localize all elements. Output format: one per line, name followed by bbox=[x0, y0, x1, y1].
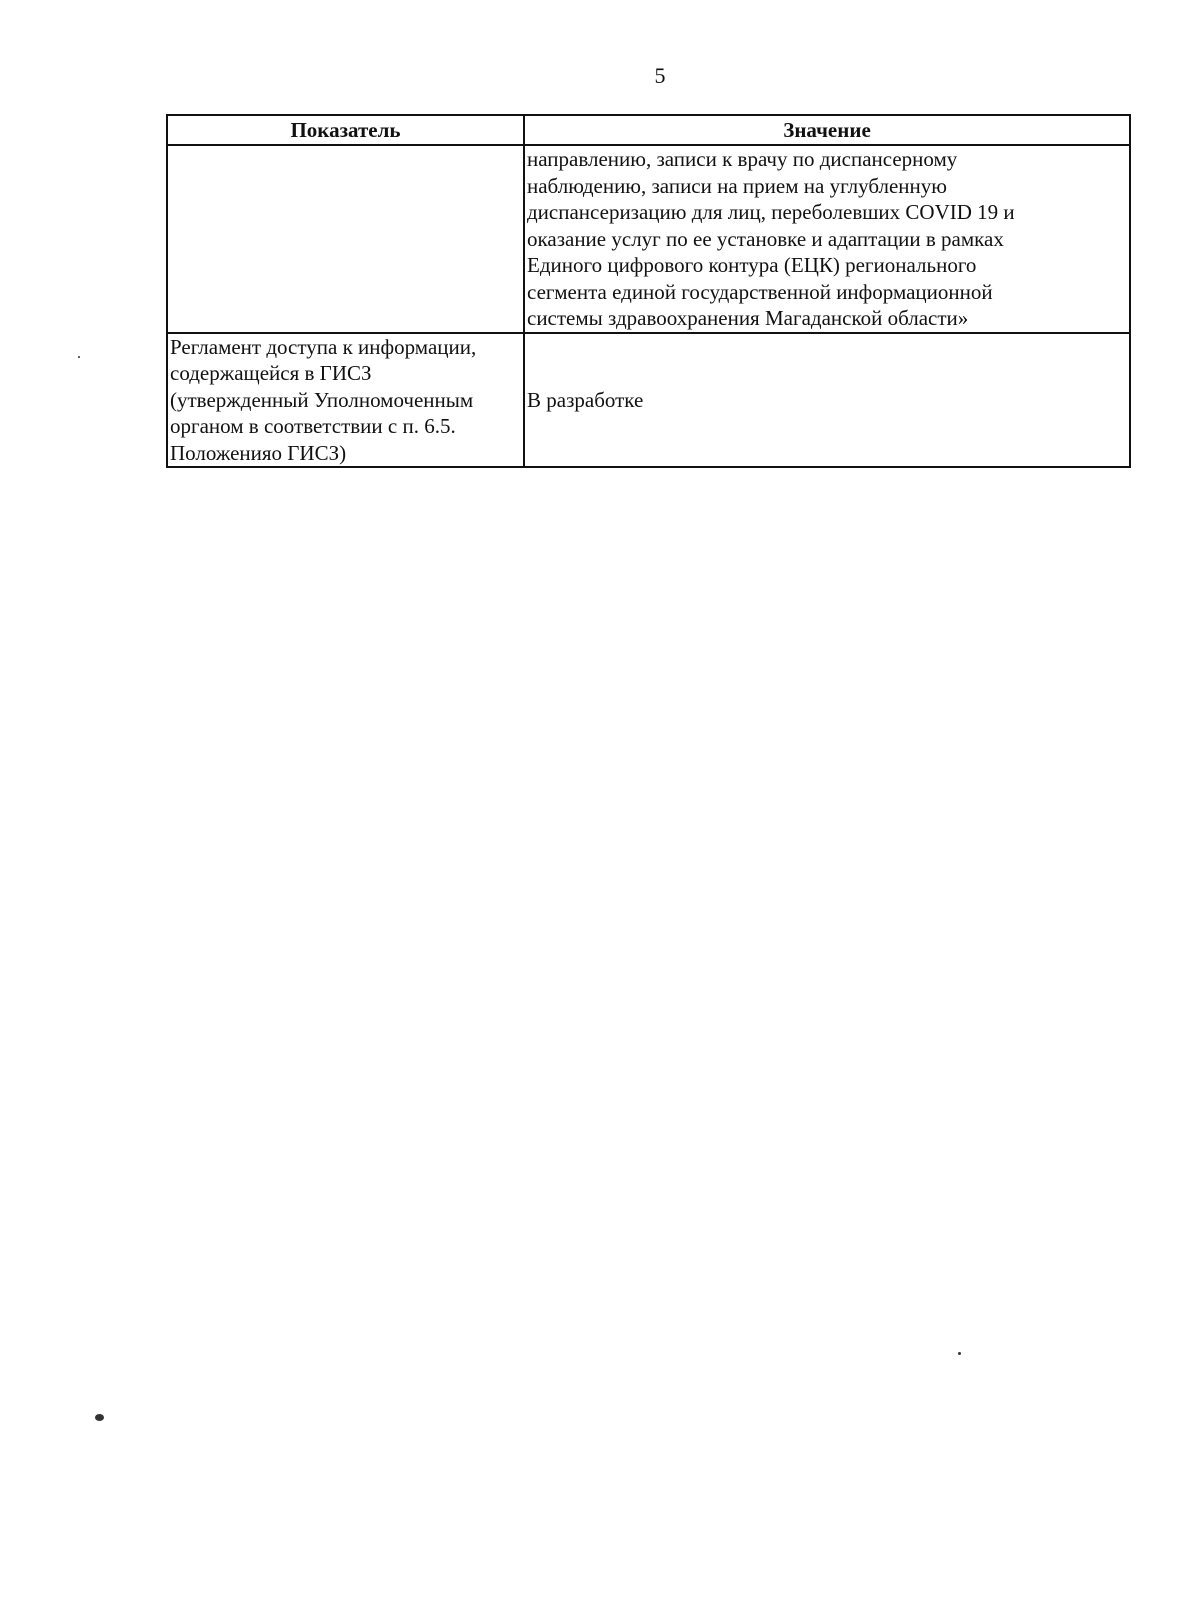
indicator-table bbox=[166, 114, 1131, 468]
value-line: направлению, записи к врачу по диспансерному bbox=[527, 147, 958, 171]
scan-speck bbox=[958, 1352, 961, 1355]
scan-speck bbox=[78, 356, 80, 358]
value-line: наблюдению, записи на прием на углубленную bbox=[527, 173, 947, 198]
indicator-line: Регламент доступа к информации, bbox=[170, 334, 477, 359]
page-number: 5 bbox=[654, 63, 666, 88]
value-cell bbox=[524, 333, 1130, 468]
value-line: Единого цифрового контура (ЕЦК) регионального bbox=[527, 253, 977, 277]
indicator-line: содержащейся в ГИСЗ bbox=[170, 361, 372, 385]
value-line: оказание услуг по ее установке и адаптации в рамках bbox=[527, 226, 1004, 251]
value-line: системы здравоохранения Магаданской области» bbox=[527, 306, 969, 330]
table-row bbox=[167, 333, 1130, 468]
indicator-line: (утвержденный Уполномоченным bbox=[170, 387, 474, 412]
header-value: Значение bbox=[524, 115, 1130, 145]
value-line: сегмента единой государственной информационной bbox=[527, 279, 993, 304]
value-cell bbox=[524, 145, 1130, 333]
table-header-row bbox=[167, 115, 1130, 145]
header-indicator: Показатель bbox=[167, 115, 524, 145]
indicator-cell bbox=[167, 145, 524, 333]
scan-speck bbox=[95, 1414, 104, 1421]
indicator-line: Положенияо ГИСЗ) bbox=[170, 440, 347, 465]
table-row bbox=[167, 145, 1130, 333]
value-line: диспансеризацию для лиц, переболевших COVID 19 и bbox=[527, 200, 1015, 224]
value-line: В разработке bbox=[527, 387, 644, 412]
indicator-line: органом в соответствии с п. 6.5. bbox=[170, 414, 456, 438]
indicator-cell bbox=[167, 333, 524, 468]
